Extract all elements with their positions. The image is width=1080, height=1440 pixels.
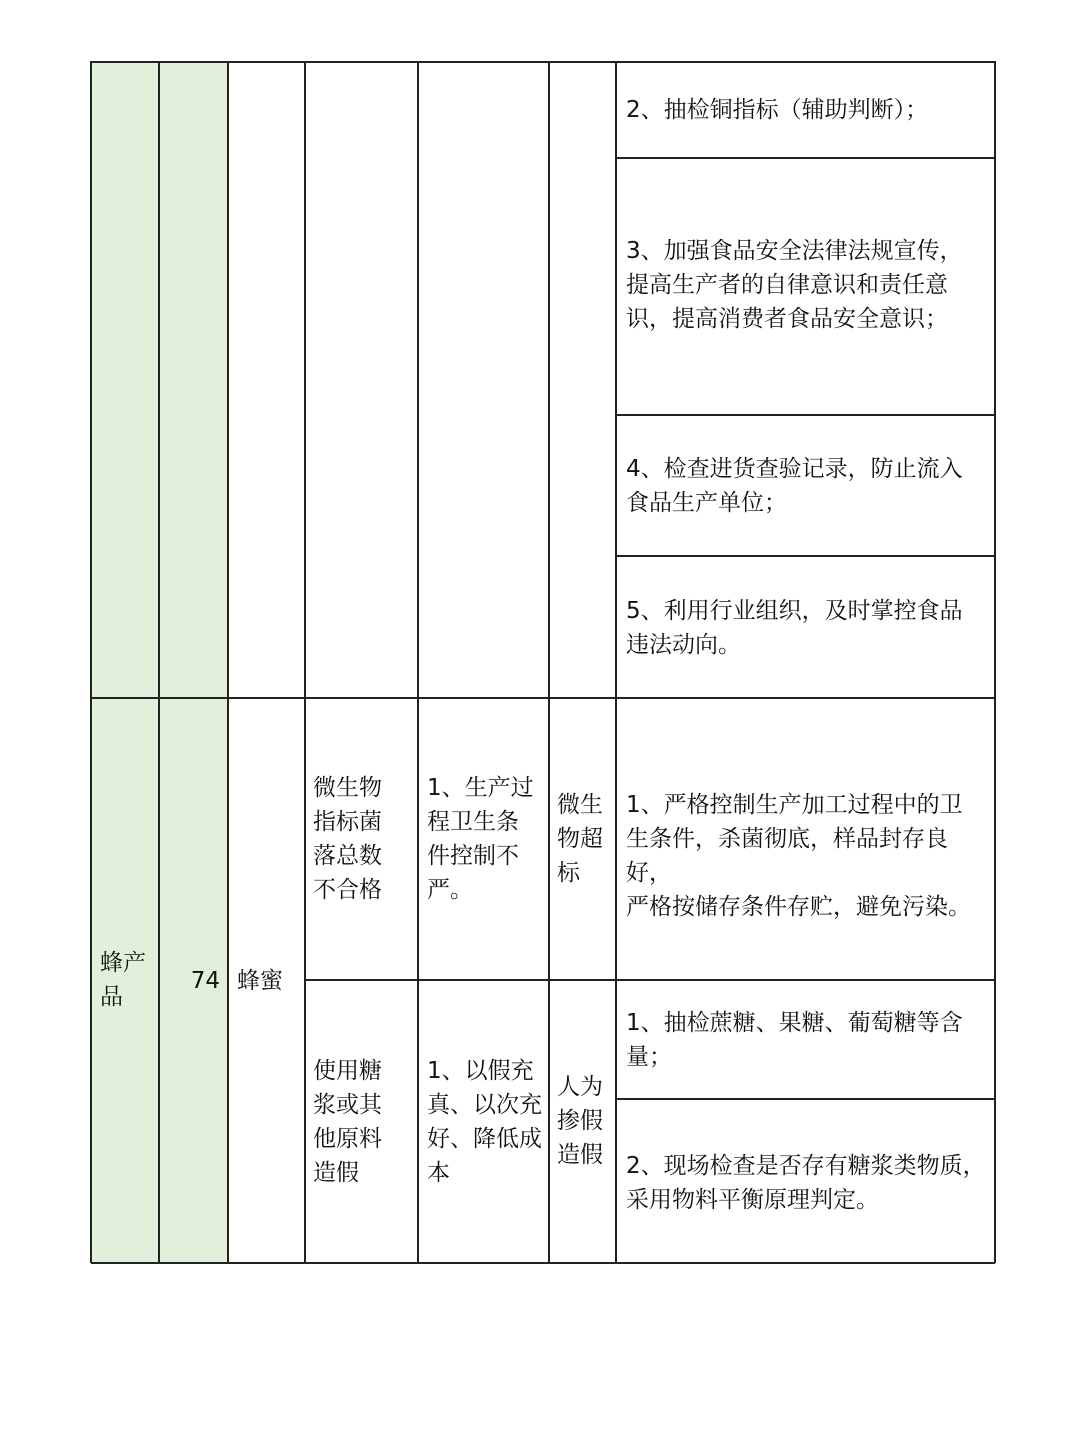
number-cell: 74: [190, 968, 220, 994]
category-cell: 蜂产 品: [100, 950, 146, 1010]
measure-cell-copper-check: 2、抽检铜指标（辅助判断）；: [626, 97, 929, 123]
problem-cell-microbial: 微生物 指标菌 落总数 不合格: [313, 775, 382, 903]
col-line-5: [548, 61, 550, 1263]
number-column-bg: [159, 62, 228, 1263]
col-line-6: [615, 61, 617, 1263]
measure-divider-3: [616, 555, 995, 557]
measure-divider-2: [616, 414, 995, 416]
col-line-2: [227, 61, 229, 1263]
measure-cell-hygiene: 1、严格控制生产加工过程中的卫 生条件，杀菌彻底，样品封存良好， 严格按储存条件存贮，避免污染。: [626, 792, 971, 920]
measure-cell-industry-org: 5、利用行业组织，及时掌控食品 违法动向。: [626, 598, 963, 658]
type-cell-syrup: 人为 掺假 造假: [557, 1074, 603, 1168]
measure-divider-4: [616, 1098, 995, 1100]
measure-cell-law-publicity: 3、加强食品安全法律法规宣传， 提高生产者的自律意识和责任意 识，提高消费者食品安全意识；: [626, 238, 963, 332]
measure-cell-sugar-check: 1、抽检蔗糖、果糖、葡萄糖等含 量；: [626, 1010, 963, 1070]
problem-cell-syrup: 使用糖 浆或其 他原料 造假: [313, 1058, 382, 1186]
type-cell-microbial: 微生 物超 标: [557, 792, 603, 886]
reason-cell-syrup: 1、以假充 真、以次充 好、降低成 本: [427, 1058, 542, 1186]
col-line-0: [90, 61, 92, 1263]
measure-divider-1: [616, 157, 995, 159]
col-line-4: [417, 61, 419, 1263]
measure-cell-purchase-record: 4、检查进货查验记录，防止流入 食品生产单位；: [626, 456, 963, 516]
item-divider: [304, 979, 995, 981]
col-line-7: [994, 61, 996, 1263]
col-line-3: [304, 61, 306, 1263]
col-line-1: [158, 61, 160, 1263]
category-column-bg: [91, 62, 159, 1263]
reason-cell-microbial: 1、生产过 程卫生条 件控制不 严。: [427, 775, 534, 903]
measure-cell-material-balance: 2、现场检查是否存有糖浆类物质， 采用物料平衡原理判定。: [626, 1153, 986, 1213]
product-cell: 蜂蜜: [237, 968, 283, 994]
